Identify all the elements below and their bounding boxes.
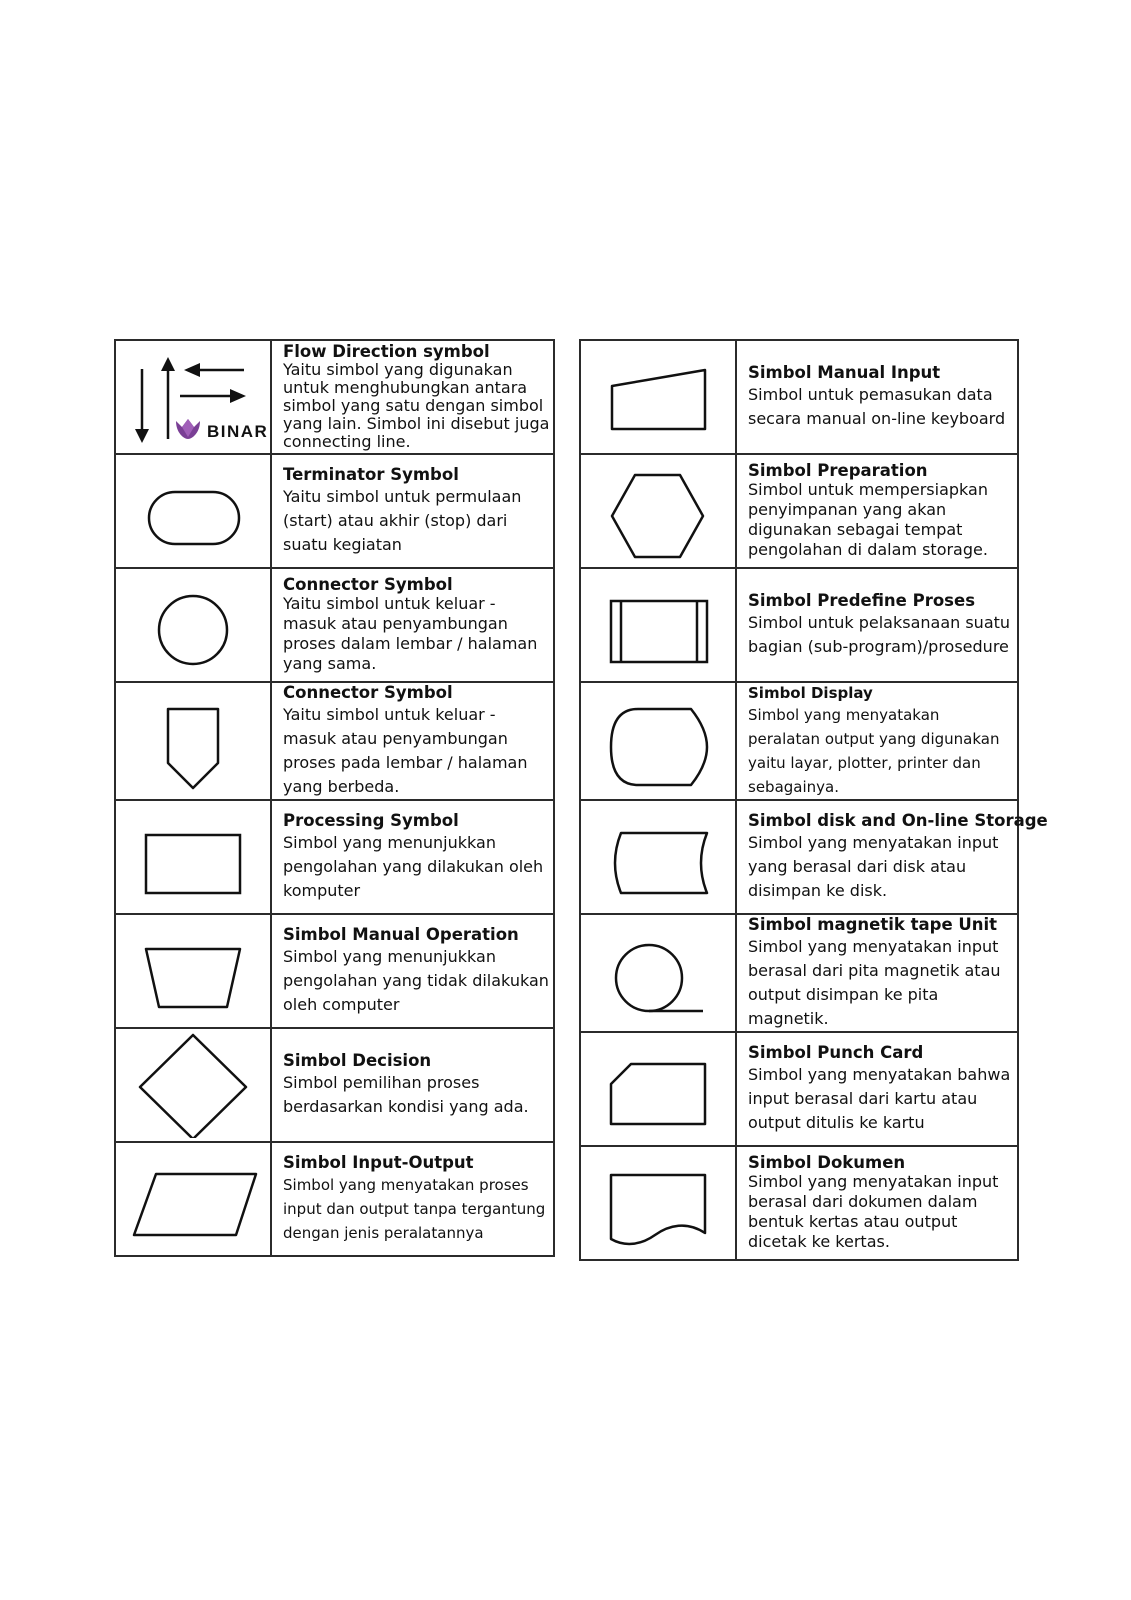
off-page-connector-icon [118, 691, 268, 791]
symbol-title: Terminator Symbol [283, 465, 459, 484]
symbol-description: Simbol untuk pelaksanaan suatu bagian (sub-program)/prosedure [748, 613, 1011, 656]
symbol-cell [115, 568, 271, 682]
table-row [115, 914, 554, 1028]
symbol-cell [115, 1028, 271, 1142]
table-row [580, 682, 1018, 800]
symbol-cell [580, 568, 736, 682]
table-row [580, 1032, 1018, 1146]
logo-text: BINAR [207, 422, 268, 441]
terminator-icon [118, 461, 268, 561]
description-cell [271, 454, 554, 568]
symbol-description: Simbol yang menyatakan input berasal dari dokumen dalam bentuk kertas atau output dicetak ke kertas. [748, 1172, 999, 1251]
symbol-title: Simbol disk and On-line Storage [748, 811, 1048, 830]
symbol-title: Simbol magnetik tape Unit [748, 915, 998, 934]
description-cell [736, 1146, 1018, 1260]
disk-storage-icon [583, 807, 733, 907]
description-cell [271, 568, 554, 682]
display-icon [583, 691, 733, 791]
symbol-description: Simbol yang menunjukkan pengolahan yang tidak dilakukan oleh computer [283, 947, 549, 1014]
symbol-cell [580, 340, 736, 454]
description-cell [271, 914, 554, 1028]
symbol-description: Yaitu simbol untuk keluar - masuk atau penyambungan proses dalam lembar / halaman yang sama. [283, 594, 538, 673]
symbol-title: Processing Symbol [283, 811, 459, 830]
description-cell [736, 454, 1018, 568]
symbol-cell [580, 800, 736, 914]
symbol-table-left [114, 339, 555, 1257]
document-icon [583, 1153, 733, 1253]
symbol-title: Simbol Preparation [748, 461, 928, 480]
symbol-cell [580, 454, 736, 568]
table-row [115, 454, 554, 568]
description-cell [736, 914, 1018, 1032]
symbol-title: Simbol Dokumen [748, 1153, 906, 1172]
symbol-title: Simbol Predefine Proses [748, 591, 976, 610]
description-cell [271, 682, 554, 800]
punch-card-icon [583, 1039, 733, 1139]
description-cell [736, 1032, 1018, 1146]
symbol-title: Flow Direction symbol [283, 342, 490, 361]
symbol-cell [580, 1146, 736, 1260]
symbol-cell [115, 914, 271, 1028]
table-row [580, 568, 1018, 682]
symbol-description: Yaitu simbol untuk permulaan (start) atau akhir (stop) dari suatu kegiatan [283, 487, 522, 554]
description-cell [736, 568, 1018, 682]
binar-logo-icon [176, 419, 200, 439]
manual-input-icon [583, 347, 733, 447]
manual-operation-trapezoid-icon [118, 921, 268, 1021]
table-row [115, 682, 554, 800]
table-row [115, 1028, 554, 1142]
table-row [580, 454, 1018, 568]
symbol-table-right [579, 339, 1048, 1261]
symbol-cell [115, 682, 271, 800]
symbol-description: Simbol yang menyatakan proses input dan output tanpa tergantung dengan jenis peralatannya [283, 1176, 546, 1242]
description-cell [271, 340, 554, 454]
description-cell [736, 340, 1018, 454]
symbol-description: Simbol yang menunjukkan pengolahan yang dilakukan oleh komputer [283, 833, 544, 900]
symbol-cell [580, 1032, 736, 1146]
symbol-title: Simbol Manual Input [748, 363, 941, 382]
symbol-description: Simbol untuk pemasukan data secara manual on-line keyboard [748, 385, 1006, 428]
predefined-process-icon [583, 575, 733, 675]
table-row [115, 1142, 554, 1256]
magnetic-tape-icon [583, 923, 733, 1023]
symbol-title: Simbol Punch Card [748, 1043, 924, 1062]
table-row [115, 800, 554, 914]
symbol-cell [115, 340, 271, 454]
description-cell [736, 682, 1018, 800]
symbol-cell [580, 914, 736, 1032]
symbol-cell [115, 454, 271, 568]
symbol-description: Simbol yang menyatakan peralatan output yang digunakan yaitu layar, plotter, printer dan sebagainya. [748, 706, 1000, 796]
symbol-description: Simbol yang menyatakan input berasal dari pita magnetik atau output disimpan ke pita magnetik. [748, 937, 1001, 1028]
symbol-description: Yaitu simbol yang digunakan untuk menghubungkan antara simbol yang satu dengan simbol yang lain. Simbol ini disebut juga connecting line. [283, 360, 550, 451]
description-cell [271, 1028, 554, 1142]
symbol-title: Simbol Input-Output [283, 1153, 474, 1172]
symbol-description: Yaitu simbol untuk keluar - masuk atau penyambungan proses pada lembar / halaman yang berbeda. [283, 705, 528, 796]
symbol-description: Simbol yang menyatakan input yang berasal dari disk atau disimpan ke disk. [748, 833, 999, 900]
process-rectangle-icon [118, 807, 268, 907]
input-output-parallelogram-icon [118, 1149, 268, 1249]
symbol-title: Connector Symbol [283, 683, 453, 702]
symbol-title: Simbol Display [748, 684, 873, 702]
flow-direction-arrows-icon [118, 347, 268, 447]
decision-diamond-icon [118, 1032, 268, 1138]
table-row [580, 914, 1018, 1032]
table-row [115, 340, 554, 454]
symbol-title: Connector Symbol [283, 575, 453, 594]
symbol-cell [115, 800, 271, 914]
description-cell [736, 800, 1048, 914]
symbol-title: Simbol Decision [283, 1051, 432, 1070]
description-cell [271, 1142, 554, 1256]
symbol-description: Simbol yang menyatakan bahwa input berasal dari kartu atau output ditulis ke kartu [748, 1065, 1011, 1132]
symbol-cell [115, 1142, 271, 1256]
symbol-description: Simbol untuk mempersiapkan penyimpanan yang akan digunakan sebagai tempat pengolahan di dalam storage. [748, 480, 988, 559]
table-row [580, 1146, 1018, 1260]
table-row [115, 568, 554, 682]
symbol-cell [580, 682, 736, 800]
symbol-title: Simbol Manual Operation [283, 925, 519, 944]
connector-circle-icon [118, 575, 268, 675]
preparation-hexagon-icon [583, 461, 733, 561]
table-row [580, 340, 1018, 454]
table-row [580, 800, 1018, 914]
symbol-description: Simbol pemilihan proses berdasarkan kondisi yang ada. [283, 1073, 529, 1116]
description-cell [271, 800, 554, 914]
